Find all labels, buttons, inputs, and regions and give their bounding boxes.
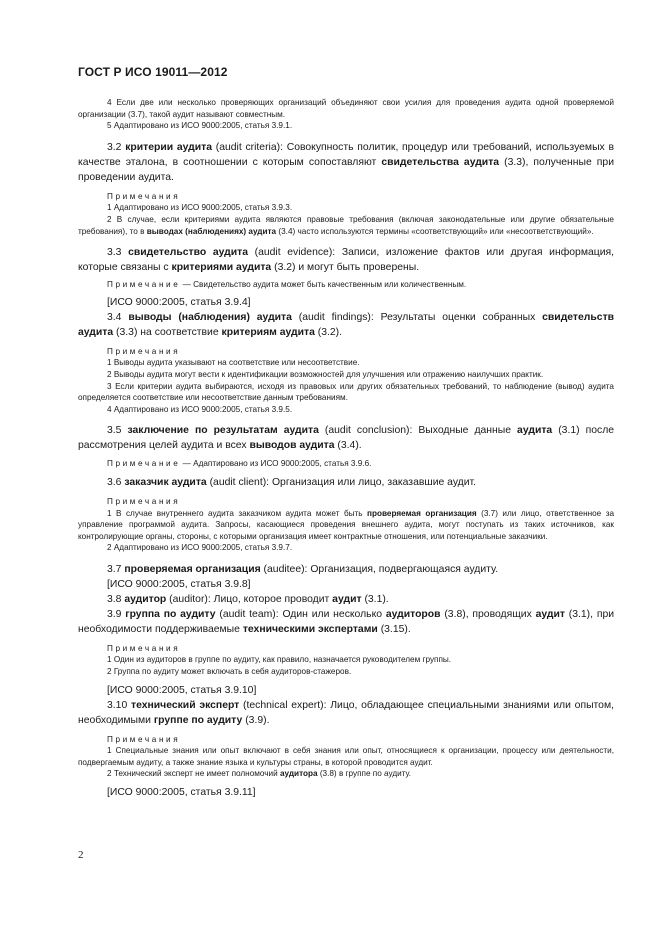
term-3-9 bbox=[78, 607, 614, 637]
term-name: технический эксперт bbox=[130, 699, 240, 711]
term-number: 3.3 bbox=[107, 247, 122, 259]
note-label: Примечание bbox=[107, 280, 181, 290]
term-definition: Организация или лицо, заказавшие аудит. bbox=[271, 476, 477, 488]
term-english: (audit findings): bbox=[298, 311, 374, 323]
term-3-2 bbox=[78, 140, 614, 185]
note: 1 Адаптировано из ИСО 9000:2005, статья 3.9.3. bbox=[107, 203, 293, 213]
term-name: заказчик аудита bbox=[124, 476, 207, 488]
term-number: 3.7 bbox=[107, 563, 122, 575]
term-name: аудитор bbox=[124, 593, 167, 605]
term-definition: (3.1) после рассмотрения целей аудита и всех bbox=[78, 425, 615, 452]
term-name: критерии аудита bbox=[125, 141, 212, 153]
note-label: Примечание bbox=[107, 459, 181, 469]
term-definition-end: (3.4). bbox=[337, 440, 362, 452]
note-text: 2 Технический эксперт не имеет полномочий bbox=[107, 769, 278, 779]
note-text: (3.4) часто используются термины «соответствующий» или «несоответствующий». bbox=[278, 226, 594, 236]
term-number: 3.9 bbox=[107, 608, 122, 620]
term-number: 3.5 bbox=[107, 425, 122, 437]
note: 1 Специальные знания или опыт включают в себя знания или опыт, относящиеся к организации, процессу или деятельности, подвергаемым аудиту, а также знание языка и культуры страны, в которой проводится аудит. bbox=[78, 746, 614, 767]
notes-heading: Примечания bbox=[107, 496, 181, 506]
intro-note-4: 4 Если две или несколько проверяющих организаций объединяют свои усилия для проведения аудита одной проверяемой организации (3.7), такой аудит называют совместным. bbox=[78, 98, 614, 119]
term-number: 3.6 bbox=[107, 476, 122, 488]
note-text: — Свидетельство аудита может быть качественным или количественным. bbox=[182, 280, 467, 290]
term-english: (audit client): bbox=[209, 476, 270, 488]
single-note bbox=[78, 279, 614, 291]
term-definition: (3.3) на соответствие bbox=[116, 326, 219, 338]
term-reference: критериям аудита bbox=[221, 326, 315, 338]
term-definition-end: (3.2) и могут быть проверены. bbox=[274, 262, 420, 274]
page-header: ГОСТ Р ИСО 19011—2012 bbox=[78, 65, 228, 79]
term-english: (auditor): bbox=[169, 593, 211, 605]
term-name: заключение по результатам аудита bbox=[127, 425, 319, 437]
term-name: группа по аудиту bbox=[125, 608, 216, 620]
source-reference: [ИСО 9000:2005, статья 3.9.4] bbox=[107, 296, 251, 308]
note: 1 Выводы аудита указывают на соответствие или несоответствие. bbox=[107, 358, 360, 368]
term-number: 3.8 bbox=[107, 593, 122, 605]
term-english: (audit team): bbox=[219, 608, 279, 620]
term-3-4 bbox=[78, 310, 614, 340]
note-text: 1 В случае внутреннего аудита заказчиком аудита может быть bbox=[107, 508, 363, 518]
note: 2 Группа по аудиту может включать в себя аудиторов-стажеров. bbox=[107, 667, 352, 677]
term-definition: Совокупность политик, процедур или требований, используемых в качестве эталона, в соотношении с которым сопоставляют bbox=[78, 141, 614, 168]
note-reference: выводах (наблюдениях) аудита bbox=[146, 226, 277, 236]
page-number: 2 bbox=[78, 849, 84, 861]
note: 1 Один из аудиторов в группе по аудиту, как правило, назначается руководителем группы. bbox=[107, 655, 452, 665]
term-3-5 bbox=[78, 423, 614, 453]
notes-heading: Примечания bbox=[107, 346, 181, 356]
term-3-8 bbox=[78, 592, 614, 607]
note: 2 Адаптировано из ИСО 9000:2005, статья 3.9.7. bbox=[107, 543, 293, 553]
term-reference: выводов аудита bbox=[249, 440, 335, 452]
note: 3 Если критерии аудита выбираются, исходя из правовых или других обязательных требований, то наблюдение (вывод) аудита определяется соответствие или несоответствие данным требованиям. bbox=[78, 381, 614, 403]
term-definition-end: (3.2). bbox=[317, 326, 343, 338]
term-reference: аудита bbox=[517, 425, 553, 437]
term-english: (auditee): bbox=[263, 563, 308, 575]
term-3-10 bbox=[78, 698, 614, 728]
term-definition: Выходные данные bbox=[418, 425, 512, 437]
source-reference: [ИСО 9000:2005, статья 3.9.8] bbox=[107, 578, 251, 590]
page-content bbox=[78, 97, 614, 800]
term-english: (audit criteria): bbox=[215, 141, 283, 153]
term-definition: Один или несколько bbox=[282, 608, 383, 620]
term-definition-end: (3.3), полученные при проведении аудита. bbox=[78, 156, 614, 183]
term-english: (audit evidence): bbox=[254, 247, 336, 259]
note: 2 Выводы аудита могут вести к идентификации возможностей для улучшения или отражению наилучших практик. bbox=[107, 369, 544, 379]
source-reference: [ИСО 9000:2005, статья 3.9.11] bbox=[107, 787, 256, 799]
source-reference: [ИСО 9000:2005, статья 3.9.10] bbox=[107, 684, 257, 696]
notes-heading: Примечания bbox=[107, 734, 181, 744]
note-text: (3.7) или лицо, ответственное за управление программой аудита. Запросы, касающиеся проведения внешнего аудита, могут поступать из таких источников, как контролирующие органы, стороны, с которыми организация имеет контрактные отношения, или потенциальные заказчики. bbox=[78, 508, 615, 541]
term-reference: аудит bbox=[332, 593, 362, 605]
note: 4 Адаптировано из ИСО 9000:2005, статья 3.9.5. bbox=[107, 404, 293, 414]
term-definition: Записи, изложение фактов или другая информация, которые связаны с bbox=[78, 247, 615, 274]
term-definition-end: (3.9). bbox=[245, 714, 270, 726]
term-definition-end: (3.15). bbox=[380, 623, 411, 635]
term-reference: аудиторов bbox=[385, 608, 441, 620]
term-definition-end: (3.1). bbox=[364, 593, 389, 605]
term-definition: Организация, подвергающаяся аудиту. bbox=[310, 563, 499, 575]
term-english: (technical expert): bbox=[243, 699, 327, 711]
note bbox=[78, 768, 614, 780]
note-text: 2 В случае, если критериями аудита являются правовые требования (включая законодательные или другие обязательные требования), то в bbox=[78, 214, 614, 236]
term-definition: (3.8), проводящих bbox=[444, 608, 532, 620]
note-reference: аудитора bbox=[279, 769, 318, 779]
term-name: свидетельство аудита bbox=[128, 247, 248, 259]
term-3-6 bbox=[78, 475, 614, 490]
term-reference: аудит bbox=[535, 608, 565, 620]
notes-heading: Примечания bbox=[107, 643, 181, 653]
term-reference: техническими экспертами bbox=[242, 623, 378, 635]
term-definition: Лицо, обладающее специальными знаниями или опытом, необходимыми bbox=[78, 699, 614, 726]
term-number: 3.10 bbox=[107, 699, 128, 711]
term-name: выводы (наблюдения) аудита bbox=[128, 311, 292, 323]
term-3-7 bbox=[78, 562, 614, 577]
note-text: — Адаптировано из ИСО 9000:2005, статья 3.9.6. bbox=[182, 459, 372, 469]
term-reference: свидетельств аудита bbox=[78, 311, 615, 338]
term-number: 3.4 bbox=[107, 311, 122, 323]
note bbox=[78, 214, 614, 237]
term-name: проверяемая организация bbox=[124, 563, 261, 575]
term-english: (audit conclusion): bbox=[324, 425, 413, 437]
single-note bbox=[78, 458, 614, 470]
intro-note-5: 5 Адаптировано из ИСО 9000:2005, статья 3.9.1. bbox=[107, 121, 293, 131]
term-reference: группе по аудиту bbox=[153, 714, 243, 726]
term-reference: свидетельства аудита bbox=[381, 156, 500, 168]
term-number: 3.2 bbox=[107, 141, 122, 153]
term-definition: Результаты оценки собранных bbox=[380, 311, 536, 323]
term-3-3 bbox=[78, 245, 614, 275]
note-reference: проверяемая организация bbox=[367, 508, 477, 518]
term-definition: (3.1), при необходимости поддерживаемые bbox=[78, 608, 615, 635]
term-reference: критериями аудита bbox=[171, 262, 272, 274]
term-definition: Лицо, которое проводит bbox=[213, 593, 330, 605]
notes-heading: Примечания bbox=[107, 191, 181, 201]
note-text: (3.8) в группе по аудиту. bbox=[319, 769, 412, 779]
note bbox=[78, 508, 614, 543]
